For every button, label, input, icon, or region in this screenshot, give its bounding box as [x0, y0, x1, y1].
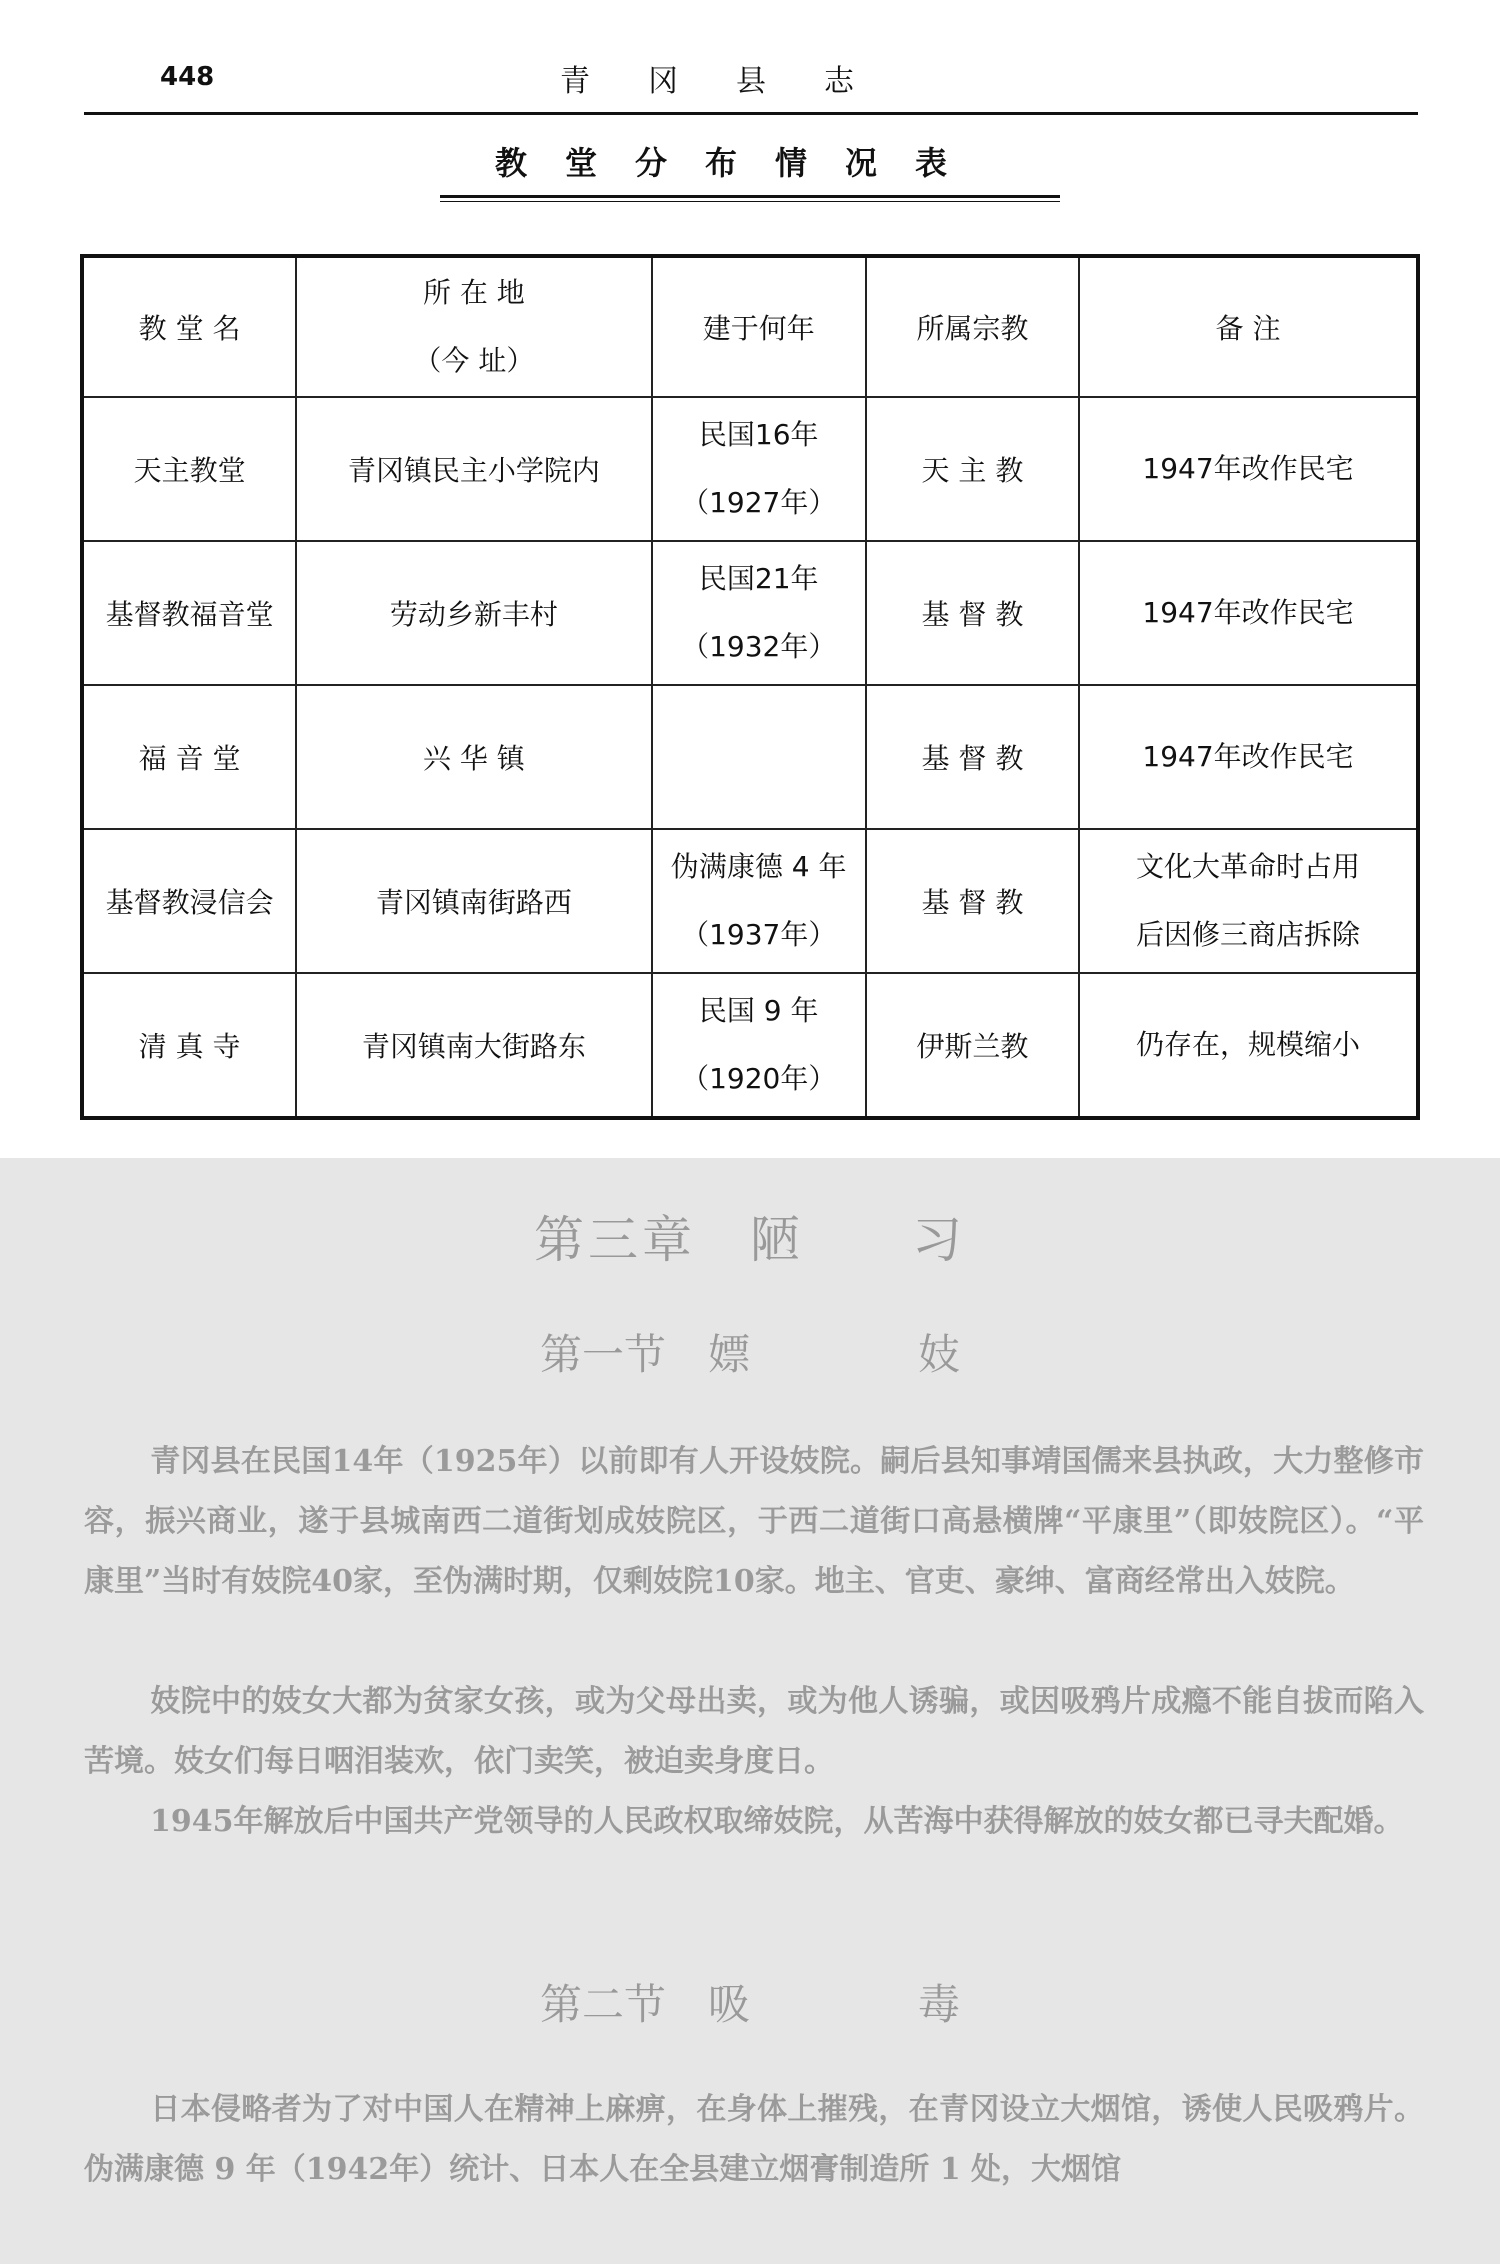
- table-row: [82, 541, 1418, 685]
- church-name: 清 真 寺: [82, 973, 296, 1118]
- church-built: 民国 9 年 （1920年）: [652, 973, 866, 1118]
- church-built: 民国21年 （1932年）: [652, 541, 866, 685]
- church-note: 1947年改作民宅: [1079, 685, 1418, 829]
- paragraph: 青冈县在民国14年（1925年）以前即有人开设妓院。嗣后县知事靖国儒来县执政，大力整修市容，振兴商业，遂于县城南西二道街划成妓院区，于西二道街口高悬横牌“平康里”（即妓院区）。“平康里”当时有妓院40家，至伪满时期，仅剩妓院10家。地主、官吏、豪绅、富商经常出入妓院。: [84, 1444, 1424, 1599]
- header-rule: [84, 112, 1418, 115]
- church-location: 劳动乡新丰村: [296, 541, 651, 685]
- table-title: 教堂分布情况表: [494, 144, 985, 182]
- church-note: 1947年改作民宅: [1079, 541, 1418, 685]
- church-religion: 基 督 教: [866, 685, 1079, 829]
- church-note: 1947年改作民宅: [1079, 397, 1418, 541]
- church-location: 青冈镇南街路西: [296, 829, 651, 973]
- title-underline-thin: [440, 201, 1060, 202]
- header-religion: 所属宗教: [866, 256, 1079, 397]
- church-religion: 基 督 教: [866, 829, 1079, 973]
- table-row: [82, 685, 1418, 829]
- section-title: 第一节 嫖 妓: [539, 1330, 960, 1379]
- running-title: 青冈县志: [560, 64, 912, 99]
- header-notes: 备 注: [1079, 256, 1418, 397]
- church-religion: 伊斯兰教: [866, 973, 1079, 1118]
- table-row: [82, 397, 1418, 541]
- header-location: 所 在 地 （今 址）: [296, 256, 651, 397]
- header-built: 建于何年: [652, 256, 866, 397]
- table-row: [82, 829, 1418, 973]
- church-name: 基督教浸信会: [82, 829, 296, 973]
- church-name: 天主教堂: [82, 397, 296, 541]
- section-title: 第二节 吸 毒: [539, 1980, 960, 2029]
- header-name: 教 堂 名: [82, 256, 296, 397]
- table-header-row: [82, 256, 1418, 397]
- church-built: 伪满康德 4 年 （1937年）: [652, 829, 866, 973]
- paragraph: 妓院中的妓女大都为贫家女孩，或为父母出卖，或为他人诱骗，或因吸鸦片成瘾不能自拔而陷入苦境。妓女们每日咽泪装欢，依门卖笑，被迫卖身度日。: [84, 1684, 1424, 1779]
- church-distribution-table: [80, 254, 1420, 1120]
- church-built: 民国16年 （1927年）: [652, 397, 866, 541]
- chapter-title: 第三章 陋 习: [534, 1211, 966, 1269]
- church-location: 青冈镇南大街路东: [296, 973, 651, 1118]
- title-underline: [440, 195, 1060, 198]
- church-location: 青冈镇民主小学院内: [296, 397, 651, 541]
- church-name: 基督教福音堂: [82, 541, 296, 685]
- table-row: [82, 973, 1418, 1118]
- paragraph: 日本侵略者为了对中国人在精神上麻痹，在身体上摧残，在青冈设立大烟馆，诱使人民吸鸦片。伪满康德 9 年（1942年）统计、日本人在全县建立烟膏制造所 1 处，大烟馆: [84, 2092, 1424, 2187]
- church-location: 兴 华 镇: [296, 685, 651, 829]
- church-note: 文化大革命时占用 后因修三商店拆除: [1079, 829, 1418, 973]
- page-number: 448: [160, 62, 215, 92]
- paragraph: 1945年解放后中国共产党领导的人民政权取缔妓院，从苦海中获得解放的妓女都已寻夫配婚。: [150, 1804, 1404, 1839]
- church-name: 福 音 堂: [82, 685, 296, 829]
- church-religion: 基 督 教: [866, 541, 1079, 685]
- church-note: 仍存在，规模缩小: [1079, 973, 1418, 1118]
- church-built: [652, 685, 866, 829]
- church-religion: 天 主 教: [866, 397, 1079, 541]
